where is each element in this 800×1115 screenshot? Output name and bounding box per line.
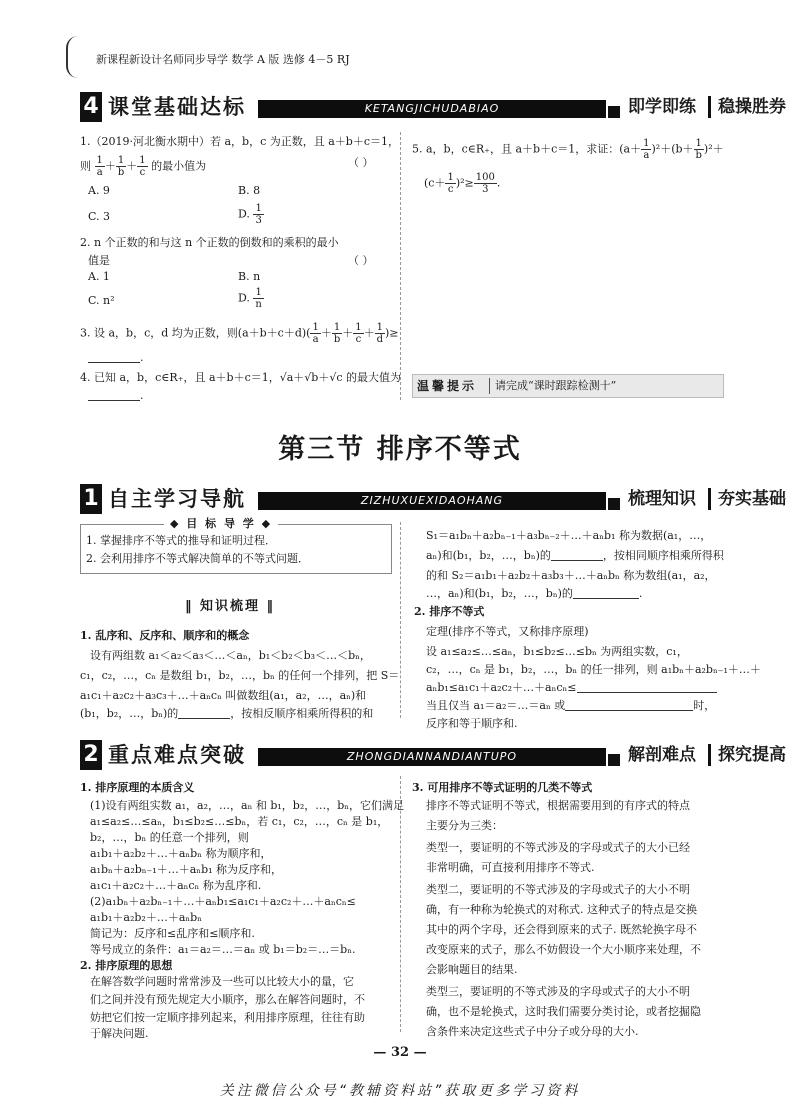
section-banner-classroom (80, 92, 786, 122)
text-line: 改变原来的式子，那么不妨假设一个大小顺序来处理，不 (426, 943, 701, 956)
banner-square-icon (608, 498, 620, 510)
text-line: 含条件来决定这些式子中分子或分母的大小. (426, 1025, 639, 1038)
banner-number: 4 (80, 92, 102, 122)
banner-tag-1: 即学即练 (628, 97, 696, 117)
question-5-stem: 5. a，b，c∈R₊，且 a＋b＋c＝1，求证：(a＋ $\frac{1}{a}$ )²＋(b＋ $\frac{1}{b}$ )²＋ (412, 138, 724, 161)
text-line: (2)a₁bₙ＋a₂bₙ₋₁＋…＋aₙb₁≤a₁c₁＋a₂c₂＋…＋aₙcₙ≤ (90, 895, 356, 908)
banner-pinyin: ZHONGDIANNANDIANTUPO (258, 748, 606, 766)
running-header: 新课程新设计名师同步导学 数学 A 版 选修 4－5 RJ (96, 53, 350, 66)
question-5-expression: (c＋ $\frac{1}{c}$ )²≥ $\frac{100}{3}$ . (424, 172, 501, 195)
text-line: 当且仅当 a₁＝a₂＝…＝aₙ 或 时， (426, 699, 716, 712)
key-title-2: 2. 排序原理的思想 (80, 959, 173, 972)
question-3-stem: 3. 设 a，b，c，d 均为正数，则(a＋b＋c＋d)( $\frac{1}{a}$ ＋ $\frac{1}{b}$ ＋ $\frac{1}{c}$ ＋ $\frac{1}{d}$ )≥ (80, 322, 399, 345)
question-2-stem-2: 值是 (88, 254, 110, 267)
text-line: aₙ)和(b₁，b₂，…，bₙ)的 ，按相同顺序相乘所得积 (426, 549, 724, 562)
text-line: a₁b₁＋a₂b₂＋…＋aₙbₙ 称为顺序和， (90, 847, 272, 860)
text-line: 排序不等式证明不等式，根据需要用到的有序式的特点 (426, 799, 690, 812)
banner-tag-divider (708, 488, 711, 510)
text-line: 其中的两个字母，还会得到原来的式子. 既然轮换字母不 (426, 923, 697, 936)
tip-text: 请完成“课时跟踪检测十” (495, 379, 617, 392)
banner-pinyin: ZIZHUXUEXIDAOHANG (258, 492, 606, 510)
text-line: 在解答数学问题时常常涉及一些可以比较大小的量，它 (90, 975, 354, 988)
text-line: (b₁，b₂，…，bₙ)的 ，按相反顺序相乘所得积的和 (80, 707, 374, 720)
key-title-1: 1. 排序原理的本质含义 (80, 781, 195, 794)
text-line: 等号成立的条件：a₁＝a₂＝…＝aₙ 或 b₁＝b₂＝…＝bₙ. (90, 943, 356, 956)
answer-blank[interactable]: . (88, 348, 144, 368)
option-a: A. 1 (88, 270, 110, 283)
banner-title: 重点难点突破 (108, 743, 246, 767)
goal-item-1: 1. 掌握排序不等式的推导和证明过程． (86, 534, 276, 547)
text-line: 类型二，要证明的不等式涉及的字母或式子的大小不明 (426, 883, 690, 896)
banner-number: 1 (80, 484, 102, 514)
text-line: (1)设有两组实数 a₁，a₂，…，aₙ 和 b₁，b₂，…，bₙ，它们满足 (90, 799, 405, 812)
tip-label: 温馨提示 (417, 379, 478, 393)
question-4-stem: 4. 已知 a，b，c∈R₊，且 a＋b＋c＝1，√a＋√b＋√c 的最大值为 (80, 371, 402, 384)
text-line: 反序和等于顺序和. (426, 717, 518, 730)
text-line: 会影响题目的结果. (426, 963, 518, 976)
key-title-3: 3. 可用排序不等式证明的几类不等式 (412, 781, 593, 794)
banner-tag-2: 夯实基础 (718, 489, 786, 509)
text-line: c₁，c₂，…，cₙ 是数组 b₁，b₂，…，bₙ 的任何一个排列，把 S＝ (80, 669, 400, 682)
text-line: 确，有一种称为轮换式的对称式. 这种式子的特点是交换 (426, 903, 697, 916)
banner-title: 自主学习导航 (108, 487, 246, 511)
column-divider (400, 522, 401, 718)
text-line: 设有两组数 a₁＜a₂＜a₃＜…＜aₙ，b₁＜b₂＜b₃＜…＜bₙ， (90, 649, 371, 662)
tip-divider (489, 378, 490, 394)
tip-box (412, 374, 724, 398)
text-line: 类型三，要证明的不等式涉及的字母或式子的大小不明 (426, 985, 690, 998)
banner-tag-1: 解剖难点 (628, 745, 696, 765)
text-line: a₁bₙ＋a₂bₙ₋₁＋…＋aₙb₁ 称为反序和， (90, 863, 283, 876)
text-line: a₁c₁＋a₂c₂＋a₃c₃＋…＋aₙcₙ 叫做数组(a₁，a₂，…，aₙ)和 (80, 689, 367, 702)
banner-title: 课堂基础达标 (108, 95, 246, 119)
question-1-stem: 1.（2019·河北衡水期中）若 a，b，c 为正数，且 a＋b＋c＝1， (80, 135, 399, 148)
knowledge-title-2: 2. 排序不等式 (414, 605, 485, 618)
text-line: 简记为：反序和≤乱序和≤顺序和. (90, 927, 255, 940)
text-line: a₁c₁＋a₂c₂＋…＋aₙcₙ 称为乱序和. (90, 879, 262, 892)
text-line: b₂，…，bₙ 的任意一个排列，则 (90, 831, 249, 844)
text-line: 确，也不是轮换式，这时我们需要分类讨论，或者挖掘隐 (426, 1005, 701, 1018)
knowledge-title-1: 1. 乱序和、反序和、顺序和的概念 (80, 629, 250, 642)
goal-heading: ◆ 目 标 导 学 ◆ (164, 517, 278, 531)
text-line: …，aₙ)和(b₁，b₂，…，bₙ)的 . (426, 587, 643, 600)
section-title: 第三节 排序不等式 (278, 434, 522, 465)
goal-item-2: 2. 会利用排序不等式解决简单的不等式问题． (86, 552, 309, 565)
column-divider (400, 132, 401, 400)
option-c: C. 3 (88, 210, 111, 223)
banner-square-icon (608, 106, 620, 118)
text-line: 非常明确，可直接利用排序不等式. (426, 861, 595, 874)
text-line: 的和 S₂＝a₁b₁＋a₂b₂＋a₃b₃＋…＋aₙbₙ 称为数组(a₁，a₂， (426, 569, 716, 582)
banner-tag-1: 梳理知识 (628, 489, 696, 509)
option-d: D. $\frac{1}{n}$ (238, 287, 262, 310)
banner-pinyin: KETANGJICHUDABIAO (258, 100, 606, 118)
text-line: c₂，…，cₙ 是 b₁，b₂，…，bₙ 的任一排列，则 a₁bₙ＋a₂bₙ₋₁＋…＋ (426, 663, 761, 676)
banner-tag-2: 稳操胜券 (718, 97, 786, 117)
question-2-stem: 2. n 个正数的和与这 n 个正数的倒数和的乘积的最小 (80, 236, 339, 249)
text-line: a₁≤a₂≤…≤aₙ，b₁≤b₂≤…≤bₙ，若 c₁，c₂，…，cₙ 是 b₁， (90, 815, 389, 828)
answer-blank[interactable]: . (88, 386, 144, 406)
header-ornament-icon (66, 36, 78, 78)
text-line: 主要分为三类： (426, 819, 503, 832)
section-banner-self-study (80, 484, 786, 514)
option-b: B. 8 (238, 184, 261, 197)
text-line: 于解决问题. (90, 1027, 149, 1040)
text-line: 类型一，要证明的不等式涉及的字母或式子的大小已经 (426, 841, 690, 854)
footer-note: 关注微信公众号“教辅资料站”获取更多学习资料 (219, 1083, 581, 1099)
option-c: C. n² (88, 294, 115, 307)
text-line: 定理(排序不等式，又称排序原理) (426, 625, 589, 638)
text-line: aₙb₁≤a₁c₁＋a₂c₂＋…＋aₙcₙ≤ (426, 678, 717, 698)
text-line: 们之间并没有预先规定大小顺序，那么在解答问题时，不 (90, 993, 365, 1006)
text-line: 妨把它们按一定顺序排列起来，利用排序原理，往往有助 (90, 1011, 365, 1024)
option-a: A. 9 (88, 184, 110, 197)
banner-square-icon (608, 754, 620, 766)
text-line: 设 a₁≤a₂≤…≤aₙ，b₁≤b₂≤…≤bₙ 为两组实数，c₁， (426, 645, 688, 658)
answer-paren: （ ） (348, 254, 374, 267)
page-number: — 32 — (373, 1045, 427, 1060)
knowledge-heading: ‖ 知识梳理 ‖ (184, 599, 276, 614)
banner-tag-2: 探究提高 (718, 745, 786, 765)
option-d: D. $\frac{1}{3}$ (238, 203, 262, 226)
option-b: B. n (238, 270, 261, 283)
banner-number: 2 (80, 740, 102, 770)
text-line: S₁＝a₁bₙ＋a₂bₙ₋₁＋a₃bₙ₋₂＋…＋aₙb₁ 称为数据(a₁，…， (426, 529, 712, 542)
question-1-expression: 则 $\frac{1}{a}$ ＋ $\frac{1}{b}$ ＋ $\frac{1}{c}$ 的最小值为 (80, 155, 207, 178)
section-banner-key-points (80, 740, 786, 770)
text-line: a₁b₁＋a₂b₂＋…＋aₙbₙ (90, 911, 202, 924)
banner-tag-divider (708, 96, 711, 118)
answer-paren: （ ） (348, 156, 374, 169)
banner-tag-divider (708, 744, 711, 766)
